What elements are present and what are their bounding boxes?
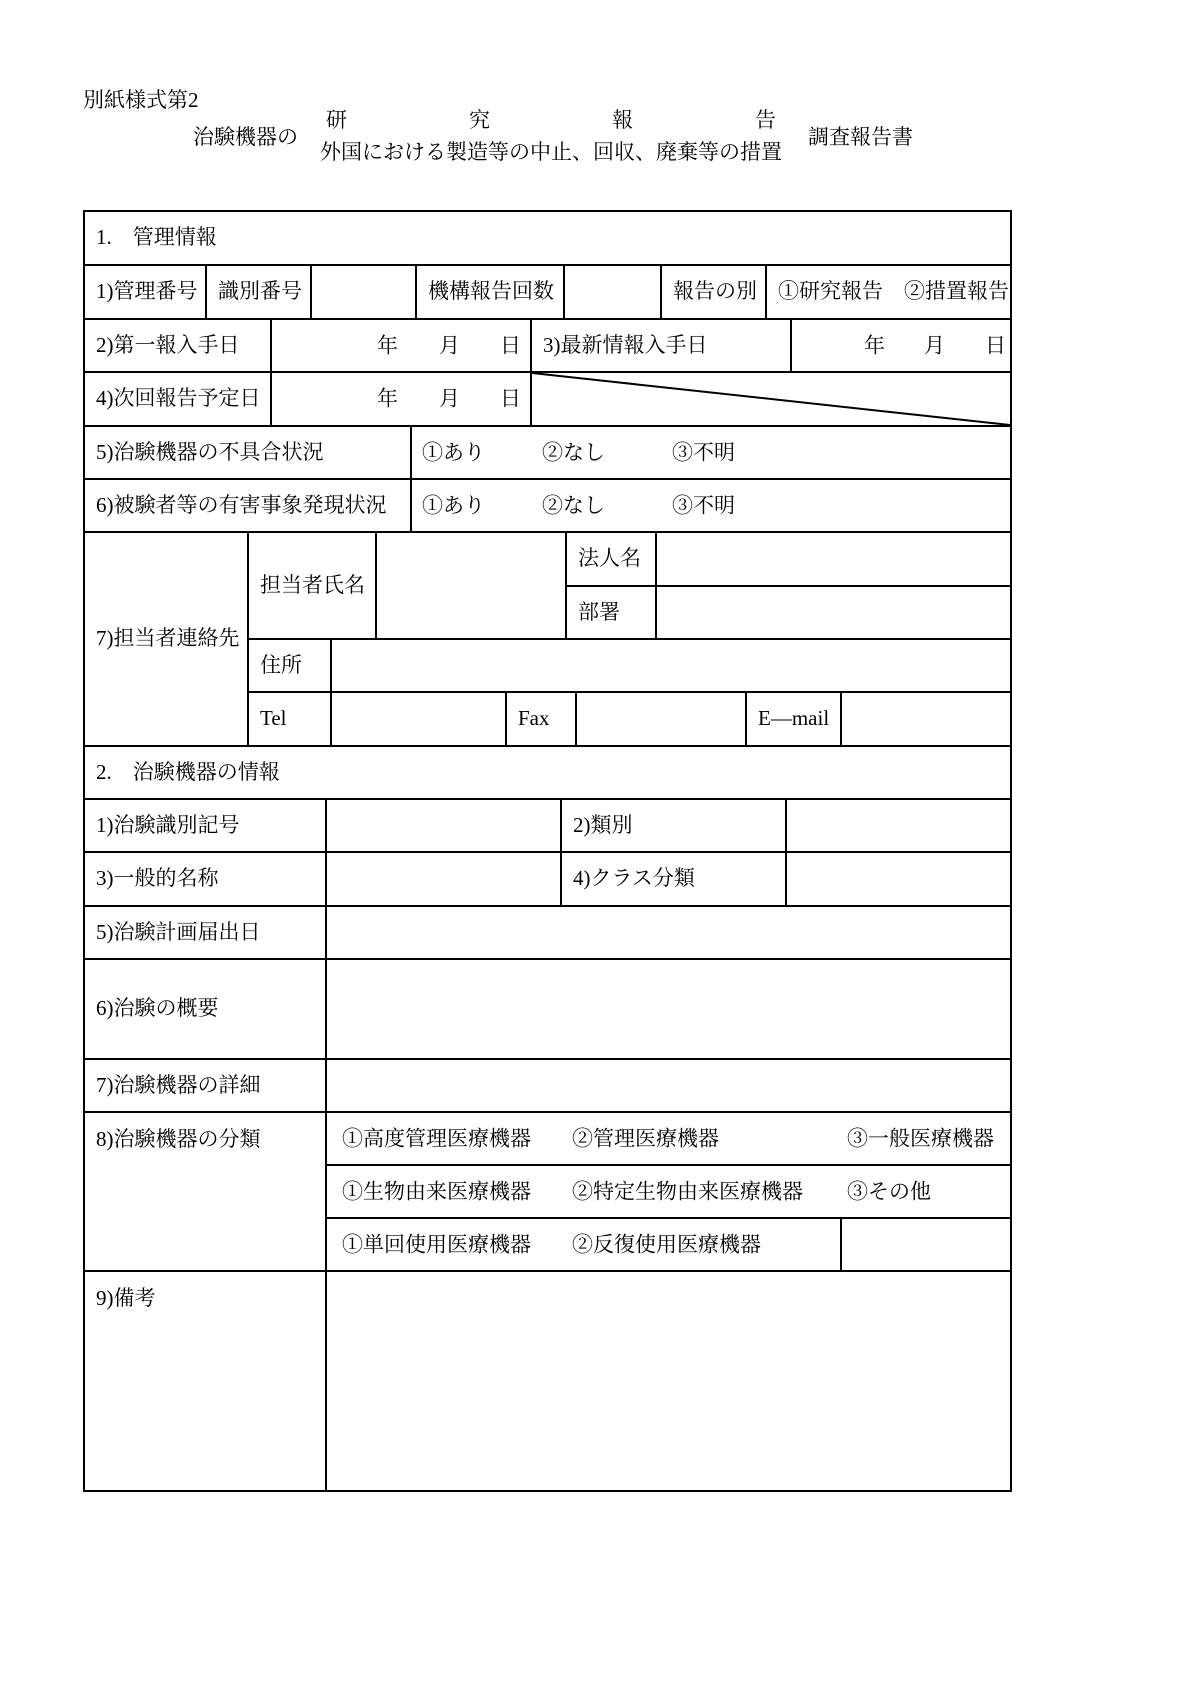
option-no: ②なし: [542, 492, 605, 517]
month-label: 月: [439, 332, 460, 357]
next-report-date-cell: [272, 373, 532, 427]
mgmt-number-label: 1)管理番号: [85, 266, 207, 320]
address-label: 住所: [249, 640, 332, 693]
class-option-2: ②特定生物由来医療機器: [572, 1178, 803, 1203]
title-char-4: 告: [755, 108, 776, 132]
category-label: 2)類別: [562, 800, 787, 853]
day-label: 日: [500, 332, 521, 357]
class-option-2: ②管理医療機器: [572, 1125, 719, 1150]
title-char-2: 究: [469, 108, 490, 132]
classification-empty-cell: [842, 1219, 1012, 1272]
fax-label: Fax: [507, 693, 577, 747]
option-yes: ①あり: [422, 439, 485, 464]
trial-overview-label: 6)治験の概要: [85, 960, 327, 1060]
title-bottom-line: 外国における製造等の中止、回収、廃棄等の措置: [320, 140, 782, 164]
email-value-cell: [842, 693, 1012, 747]
classification-row-2: [327, 1166, 1012, 1219]
contact-label: 7)担当者連絡先: [85, 533, 249, 747]
diagonal-strike-line: [532, 373, 1010, 425]
class-option-1: ①高度管理医療機器: [342, 1125, 531, 1150]
classification-row-3: [327, 1219, 842, 1272]
trial-id-label: 1)治験識別記号: [85, 800, 327, 853]
form-number: 別紙様式第2: [83, 88, 199, 112]
day-label: 日: [985, 332, 1006, 357]
contact-person-label: 担当者氏名: [249, 533, 377, 640]
defect-status-label: 5)治験機器の不具合状況: [85, 427, 412, 480]
category-value-cell: [787, 800, 1012, 853]
report-kind-options: ①研究報告 ②措置報告: [767, 266, 1012, 320]
class-option-3: ③その他: [847, 1178, 931, 1203]
day-label: 日: [500, 386, 521, 411]
plan-date-value-cell: [327, 907, 1012, 960]
person-name-value-cell: [377, 533, 567, 640]
title-stack: [320, 104, 782, 168]
section2-header: 2. 治験機器の情報: [85, 747, 1012, 800]
remarks-value-cell: [327, 1272, 1012, 1492]
section1-header: 1. 管理情報: [85, 212, 1012, 266]
device-classification-label: 8)治験機器の分類: [85, 1113, 327, 1272]
fax-value-cell: [577, 693, 747, 747]
month-label: 月: [439, 386, 460, 411]
generic-name-label: 3)一般的名称: [85, 853, 327, 907]
address-value-cell: [332, 640, 1012, 693]
title-char-3: 報: [612, 108, 633, 132]
id-number-label: 識別番号: [207, 266, 312, 320]
corporate-name-value-cell: [657, 533, 1012, 587]
device-detail-label: 7)治験機器の詳細: [85, 1060, 327, 1113]
next-report-date-label: 4)次回報告予定日: [85, 373, 272, 427]
title-top-line: [320, 104, 782, 136]
email-label: E—mail: [747, 693, 842, 747]
trial-id-value-cell: [327, 800, 562, 853]
first-report-date-label: 2)第一報入手日: [85, 320, 272, 373]
generic-name-value-cell: [327, 853, 562, 907]
class-option-3: ③一般医療機器: [847, 1125, 994, 1150]
form-table: [83, 210, 1012, 1492]
option-unknown: ③不明: [672, 439, 735, 464]
class-option-1: ①単回使用医療機器: [342, 1231, 531, 1256]
id-number-value-cell: [312, 266, 417, 320]
org-report-count-value-cell: [565, 266, 662, 320]
month-label: 月: [924, 332, 945, 357]
defect-status-options: [412, 427, 1012, 480]
class-option-2: ②反復使用医療機器: [572, 1231, 761, 1256]
title-char-1: 研: [326, 108, 347, 132]
option-no: ②なし: [542, 439, 605, 464]
adverse-event-options: [412, 480, 1012, 533]
year-label: 年: [377, 386, 398, 411]
year-label: 年: [864, 332, 885, 357]
class-division-label: 4)クラス分類: [562, 853, 787, 907]
year-label: 年: [377, 332, 398, 357]
remarks-label: 9)備考: [85, 1272, 327, 1492]
option-unknown: ③不明: [672, 492, 735, 517]
plan-date-label: 5)治験計画届出日: [85, 907, 327, 960]
form-title: [193, 104, 913, 168]
next-report-crossed-cell: [532, 373, 1012, 427]
class-option-1: ①生物由来医療機器: [342, 1178, 531, 1203]
latest-info-date-cell: [792, 320, 1012, 373]
title-prefix: 治験機器の: [193, 125, 298, 149]
tel-label: Tel: [249, 693, 332, 747]
device-detail-value-cell: [327, 1060, 1012, 1113]
corporate-name-label: 法人名: [567, 533, 657, 587]
department-value-cell: [657, 587, 1012, 640]
class-division-value-cell: [787, 853, 1012, 907]
org-report-count-label: 機構報告回数: [417, 266, 565, 320]
department-label: 部署: [567, 587, 657, 640]
trial-overview-value-cell: [327, 960, 1012, 1060]
latest-info-date-label: 3)最新情報入手日: [532, 320, 792, 373]
tel-value-cell: [332, 693, 507, 747]
option-yes: ①あり: [422, 492, 485, 517]
title-suffix: 調査報告書: [808, 125, 913, 149]
classification-row-1: [327, 1113, 1012, 1166]
first-report-date-cell: [272, 320, 532, 373]
report-kind-label: 報告の別: [662, 266, 767, 320]
adverse-event-label: 6)被験者等の有害事象発現状況: [85, 480, 412, 533]
